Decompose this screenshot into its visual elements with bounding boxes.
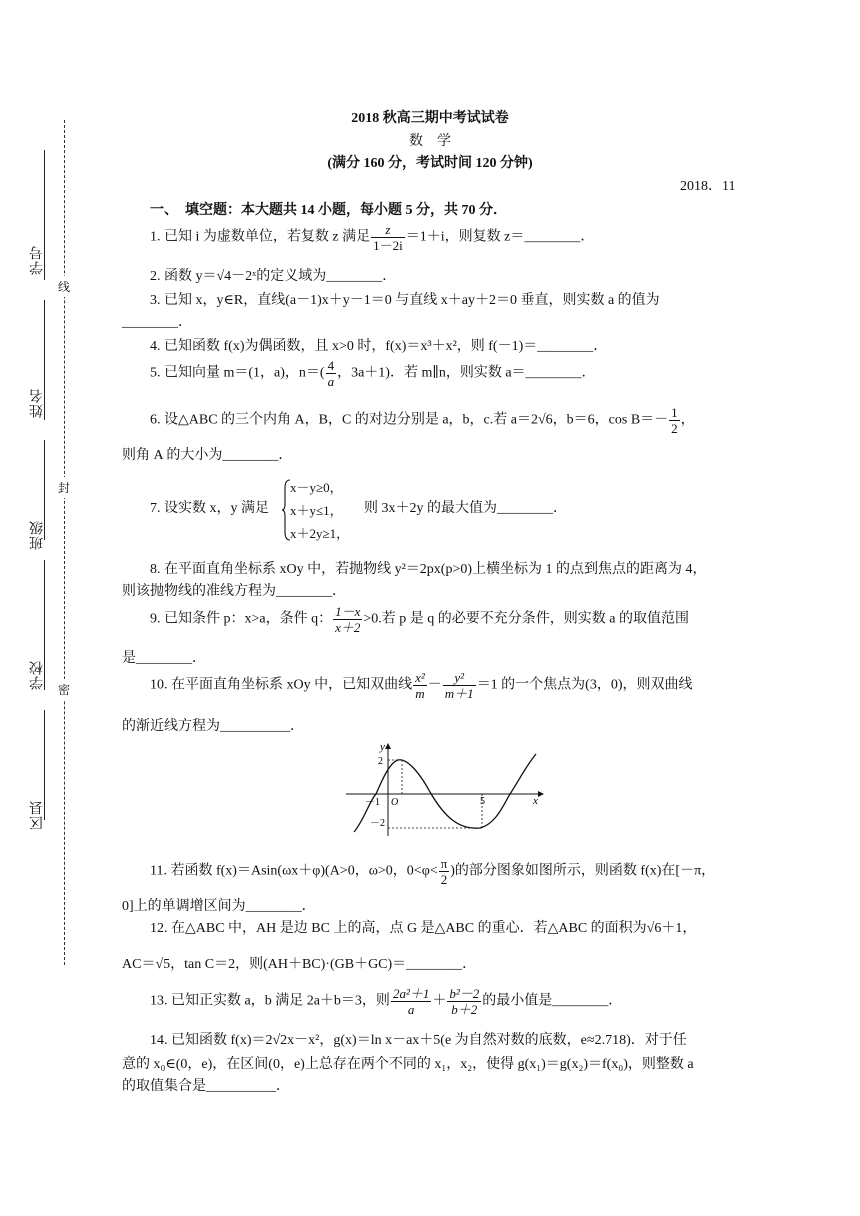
constraint-2: x＋y≤1， (290, 503, 343, 518)
question-7-label: 7. 设实数 x，y 满足 (150, 501, 269, 516)
question-14: 14. 已知函数 f(x)＝2√2x－x²，g(x)＝ln x－ax＋5(e 为自然对数的底数，e≈2.718)．对于任 (150, 1033, 687, 1048)
seal-seal-char: 封 (58, 477, 70, 498)
name-label: 姓名 (29, 388, 45, 418)
subject-title: 数 学 (409, 134, 451, 149)
tick-label-5: 5 (480, 796, 485, 807)
question-13: 13. 已知正实数 a，b 满足 2a＋b＝3，则 $\frac{\text{2a²＋1}}{a}$ ＋ $\frac{\text{b²－2}}{b+2}$ 的最小值是________． (150, 986, 623, 1017)
question-8: 8. 在平面直角坐标系 xOy 中，若抛物线 y²＝2px(p>0)上横坐标为 1 的点到焦点的距离为 4， (150, 562, 707, 577)
exam-title: 2018 秋高三期中考试试卷 (351, 111, 509, 126)
seal-line-char: 线 (58, 276, 70, 297)
question-14-cont1: 意的 x₀∈(0，e)，在区间(0，e)上总存在两个不同的 x₁，x₂，使得 g(x₁)＝g(x₂)＝f(x₀)，则整数 a (122, 1057, 694, 1072)
question-14-cont2: 的取值集合是__________． (122, 1079, 290, 1094)
x-axis-label: x (533, 795, 538, 807)
constraint-1: x－y≥0， (290, 480, 343, 495)
question-11: 11. 若函数 f(x)＝Asin(ωx＋φ)(A>0，ω>0，0<φ< $\frac{\pi}{2}$ )的部分图象如图所示，则函数 f(x)在[－π， (150, 856, 716, 887)
school-label: 学校 (29, 660, 45, 690)
sine-graph (340, 740, 550, 840)
question-6: 6. 设△ABC 的三个内角 A，B，C 的对边分别是 a，b，c.若 a＝2√6，b＝6，cos B＝－ $\frac{1}{2}$ ， (150, 405, 695, 436)
question-12: 12. 在△ABC 中，AH 是边 BC 上的高，点 G 是△ABC 的重心．若△ABC 的面积为√6＋1， (150, 921, 697, 936)
question-5: 5. 已知向量 m＝(1，a)，n＝( $\frac{4}{a}$ ，3a＋1)．若 m∥n，则实数 a＝________． (150, 358, 596, 389)
x-axis-arrow (538, 791, 544, 797)
question-11-cont: 0]上的单调增区间为________． (122, 899, 316, 914)
question-8-cont: 则该抛物线的准线方程为________． (122, 584, 346, 599)
district-label: 区县 (29, 800, 45, 830)
tick-label-neg1: －1 (365, 797, 380, 808)
question-4: 4. 已知函数 f(x)为偶函数，且 x>0 时，f(x)＝x³＋x²，则 f(－1)＝________． (150, 339, 608, 354)
question-12-cont: AC＝√5，tan C＝2，则(AH＋BC)·(GB＋GC)＝________． (122, 957, 477, 972)
question-10-cont: 的渐近线方程为__________． (122, 719, 304, 734)
tick-label-2: 2 (378, 756, 383, 767)
question-9-cont: 是________． (122, 651, 206, 666)
student-no-label: 学号 (29, 245, 45, 275)
seal-dashed-line (64, 120, 65, 965)
exam-date: 2018．11 (680, 179, 736, 194)
section-heading: 一、 填空题：本大题共 14 小题，每小题 5 分，共 70 分． (150, 203, 507, 218)
question-10: 10. 在平面直角坐标系 xOy 中，已知双曲线 $\frac{\text{x²}}{m}$ － $\frac{\text{y²}}{m+1}$ ＝1 的一个焦点为(3，0)，则双曲线 (150, 670, 693, 701)
tick-label-neg2: －2 (370, 818, 385, 829)
class-label: 班级 (29, 520, 45, 550)
question-1: 1. 已知 i 为虚数单位，若复数 z 满足 $\frac{z}{1-2i}$ ＝1＋i，则复数 z＝________． (150, 222, 595, 253)
seal-close-char: 密 (58, 679, 70, 700)
constraint-3: x＋2y≥1， (290, 526, 350, 541)
question-3: 3. 已知 x，y∈R，直线(a－1)x＋y－1＝0 与直线 x＋ay＋2＝0 垂直，则实数 a 的值为 (150, 293, 660, 308)
question-7-text: 则 3x＋2y 的最大值为________． (364, 501, 567, 516)
question-6-cont: 则角 A 的大小为________． (122, 448, 293, 463)
question-3-cont: ________． (122, 315, 192, 330)
origin-label: O (391, 797, 399, 808)
question-9: 9. 已知条件 p：x>a，条件 q： $\frac{1-x}{x+2}$ >0.若 p 是 q 的必要不充分条件，则实数 a 的取值范围 (150, 604, 689, 635)
exam-note: (满分 160 分，考试时间 120 分钟) (327, 156, 533, 171)
y-axis-arrow (385, 743, 391, 749)
y-axis-label: y (380, 741, 385, 753)
question-2: 2. 函数 y＝√4－2ˣ的定义域为________． (150, 269, 397, 284)
